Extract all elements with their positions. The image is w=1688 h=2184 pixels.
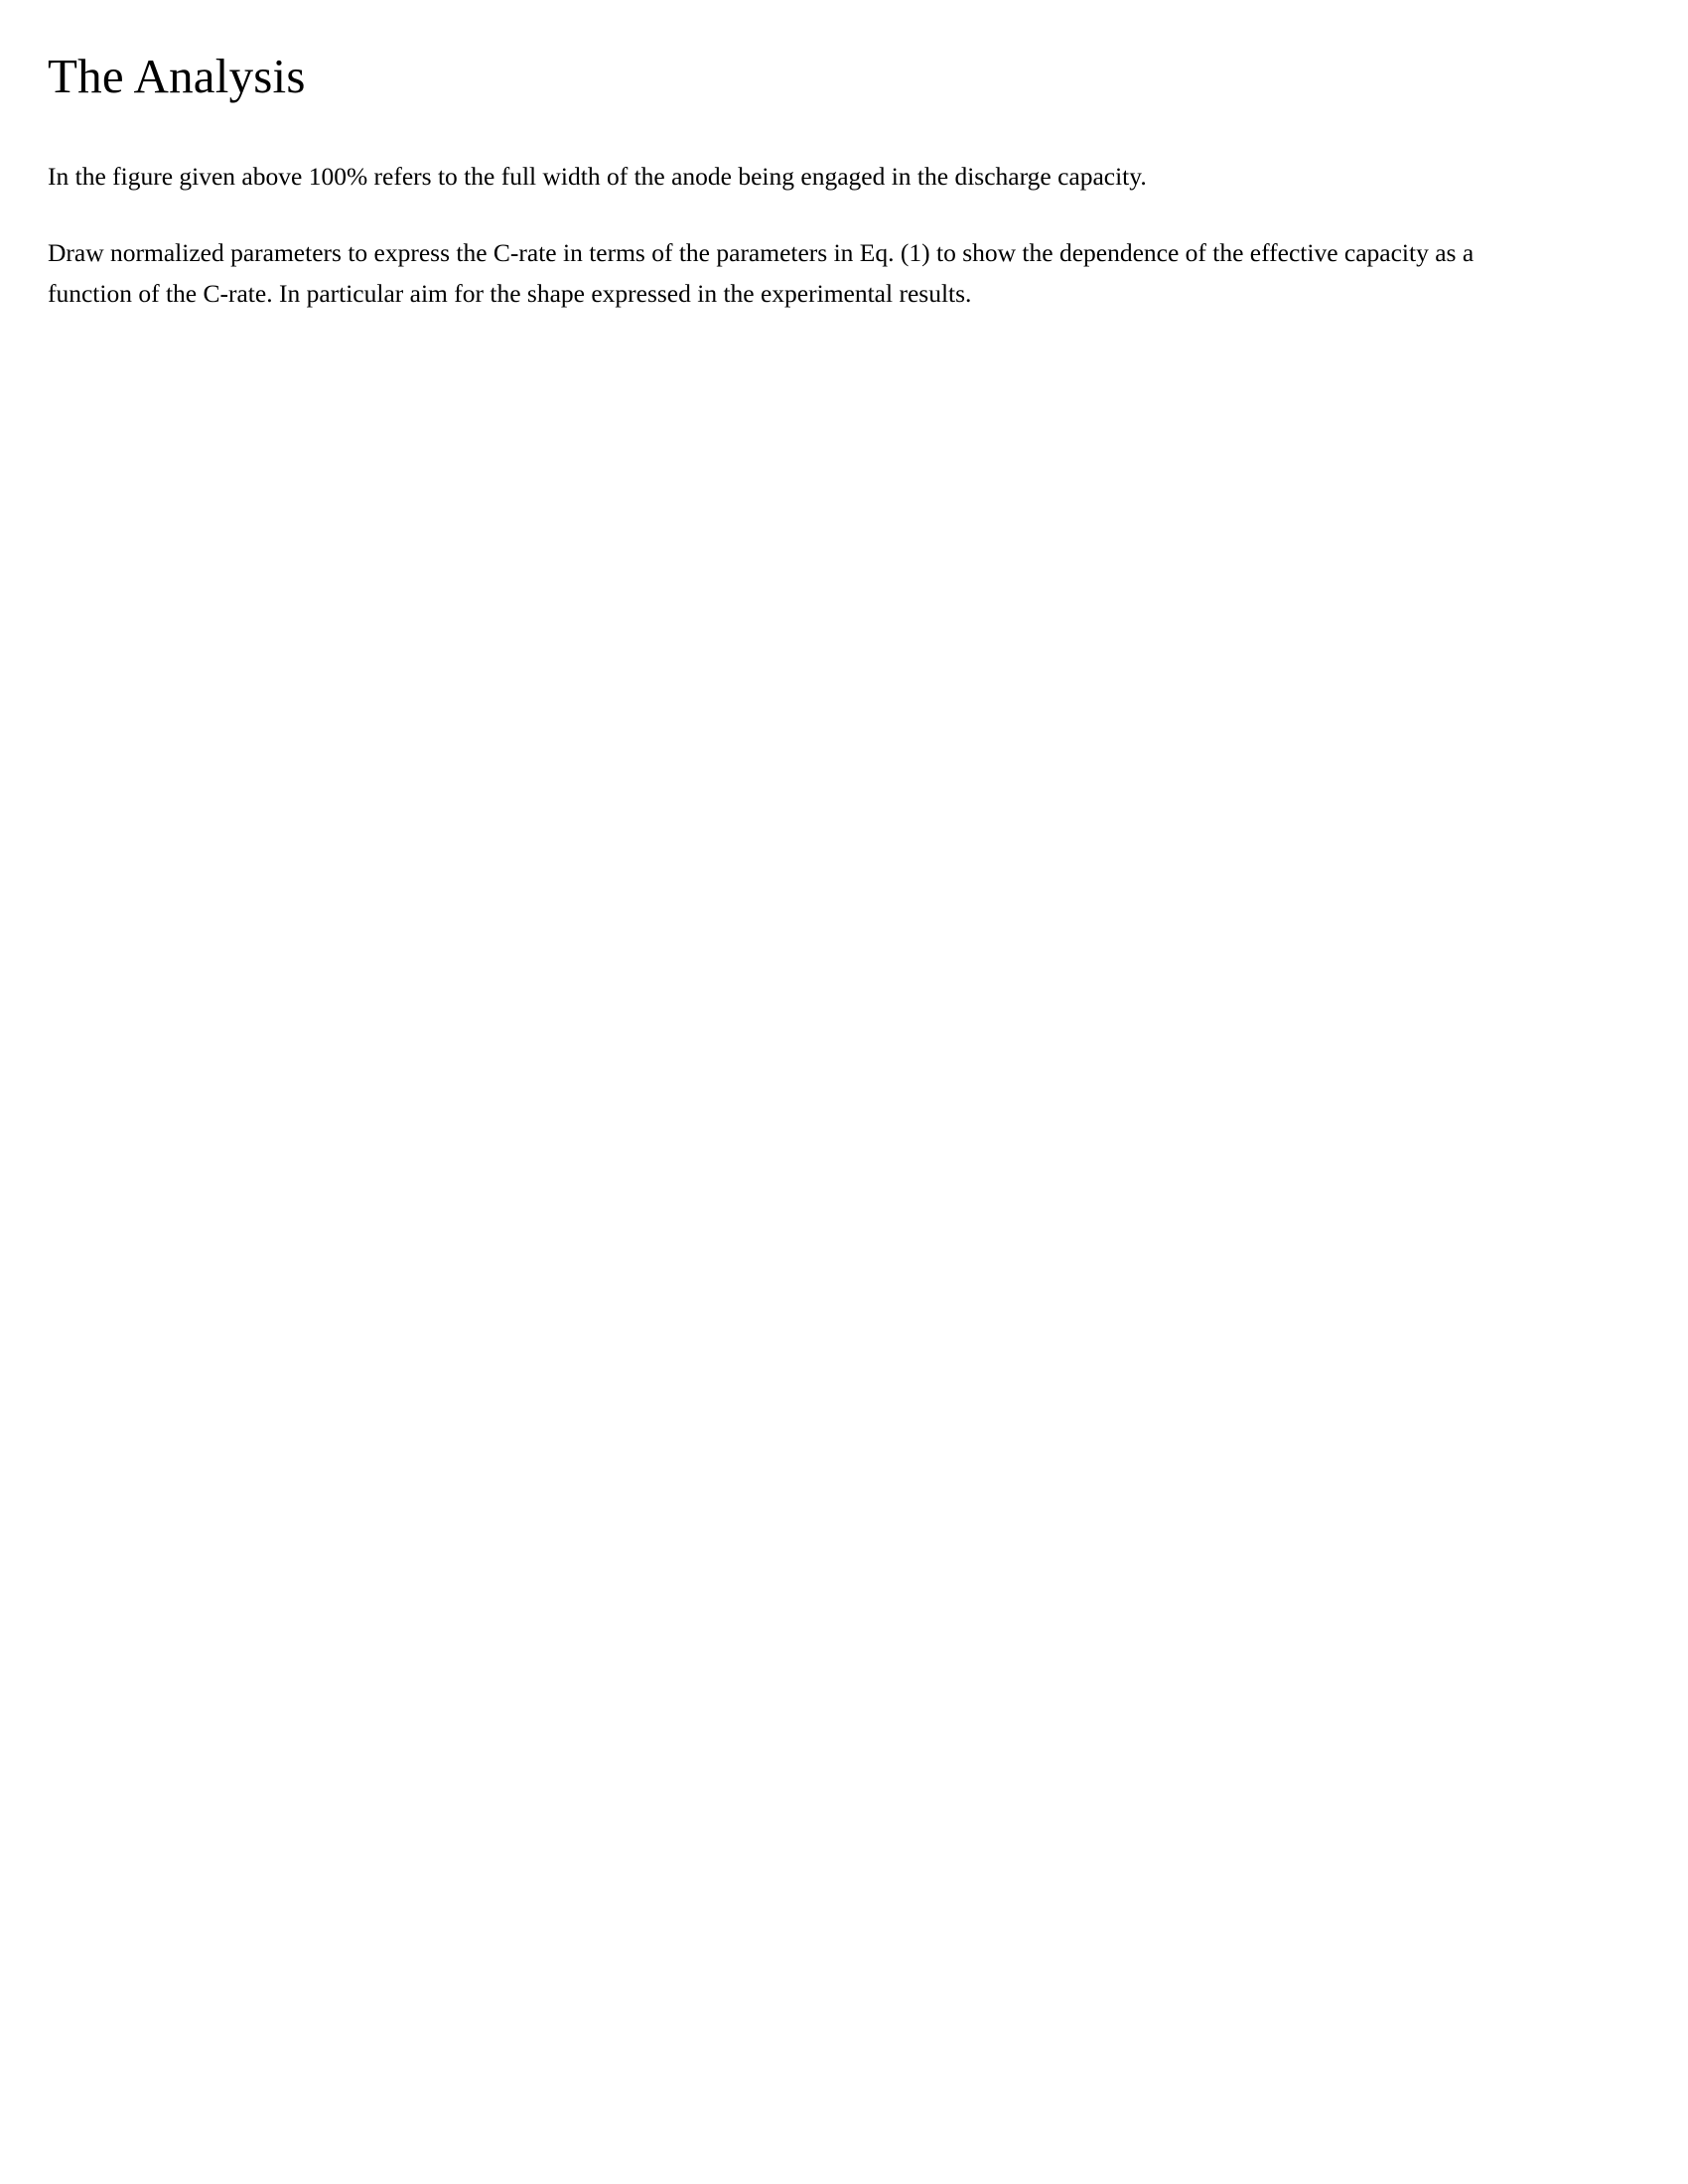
- paragraph-2: Draw normalized parameters to express the C-rate in terms of the parameters in Eq. (1) to show the dependence of the effective capacity as a function of the C-rate. In particular aim for the shape expressed in the experimental results.: [48, 238, 1475, 309]
- paragraph-1: In the figure given above 100% refers to the full width of the anode being engaged in the discharge capacity.: [48, 161, 1147, 191]
- page-title: The Analysis: [48, 49, 306, 103]
